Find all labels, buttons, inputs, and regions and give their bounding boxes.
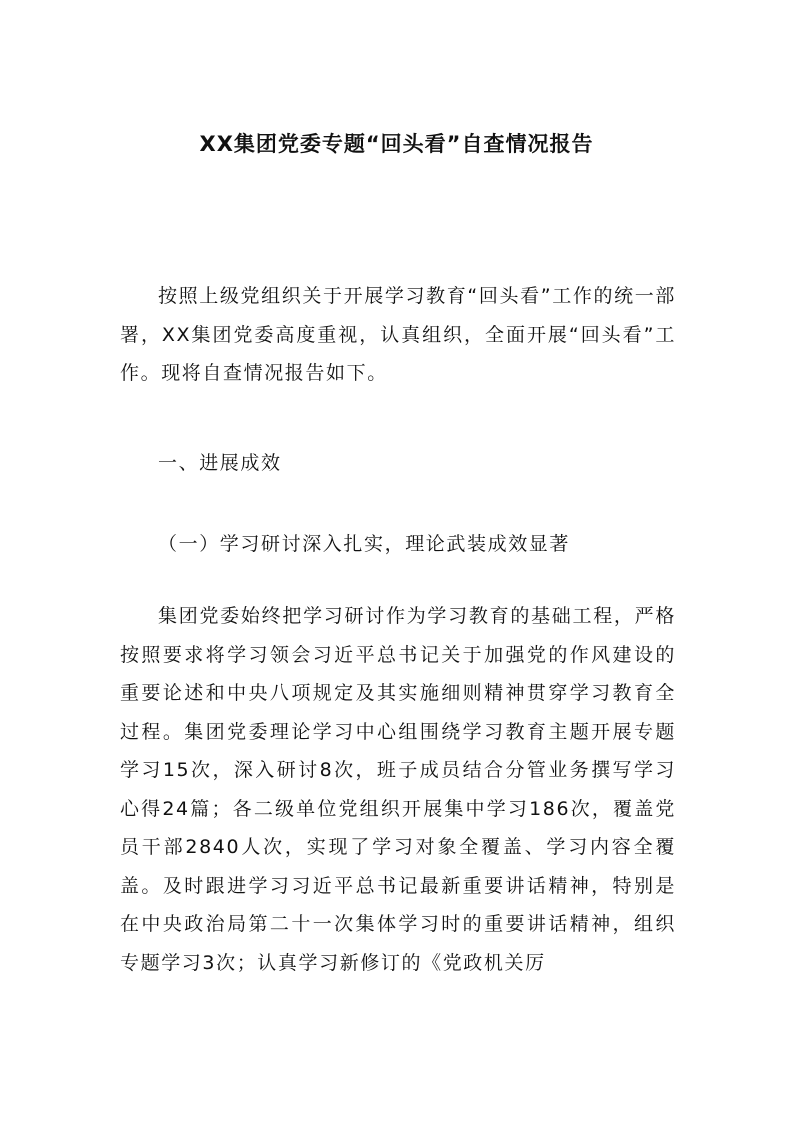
- document-title: XX集团党委专题“回头看”自查情况报告: [199, 132, 594, 156]
- section-heading: 一、进展成效: [158, 452, 282, 474]
- subsection-heading: （一）学习研讨深入扎实，理论武装成效显著: [158, 533, 571, 555]
- intro-paragraph: 按照上级党组织关于开展学习教育“回头看”工作的统一部署，XX集团党委高度重视，认真组织，全面开展“回头看”工作。现将自查情况报告如下。: [120, 285, 676, 384]
- body-paragraph: 集团党委始终把学习研讨作为学习教育的基础工程，严格按照要求将学习领会习近平总书记关于加强党的作风建设的重要论述和中央八项规定及其实施细则精神贯穿学习教育全过程。集团党委理论学习中心组围绕学习教育主题开展专题学习15次，深入研讨8次，班子成员结合分管业务撰写学习心得24篇；各二级单位党组织开展集中学习186次，覆盖党员干部2840人次，实现了学习对象全覆盖、学习内容全覆盖。及时跟进学习习近平总书记最新重要讲话精神，特别是在中央政治局第二十一次集体学习时的重要讲话精神，组织专题学习3次；认真学习新修订的《党政机关厉: [120, 605, 676, 974]
